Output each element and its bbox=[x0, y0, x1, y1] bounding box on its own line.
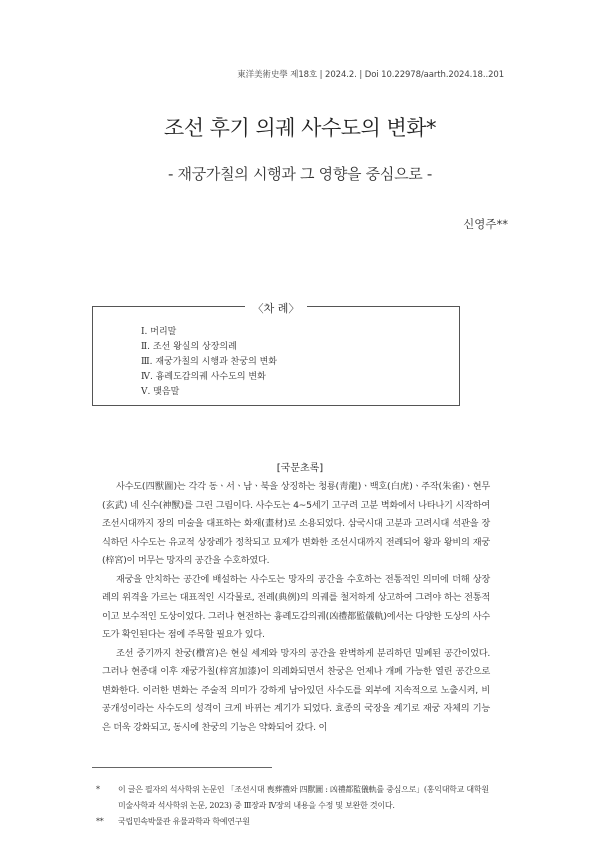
paper-title: 조선 후기 의궤 사수도의 변화* bbox=[163, 116, 437, 140]
abstract-body bbox=[102, 478, 490, 737]
journal-citation-header: 東洋美術史學 제18호 | 2024.2. | Doi 10.22978/aarth.2024.18..201 bbox=[237, 70, 504, 80]
toc-item: Ⅱ. 조선 왕실의 상장의례 bbox=[141, 342, 237, 352]
footnote bbox=[96, 782, 496, 814]
table-of-contents-box bbox=[92, 302, 460, 406]
footnotes bbox=[96, 782, 496, 830]
author-name: 신영주** bbox=[463, 217, 508, 231]
footnote bbox=[96, 814, 496, 830]
footnote-text: 국립민속박물관 유물과학과 학예연구원 bbox=[118, 817, 250, 826]
footnote-text: 이 글은 필자의 석사학위 논문인 「조선시대 喪葬禮와 四獸圖 : 凶禮都監儀軌를 중심으로」(홍익대학교 대학원 미술사학과 석사학위 논문, 2023) 중 Ⅲ장과 Ⅳ장의 내용을 수정 및 보완한 것이다. bbox=[118, 785, 489, 810]
toc-item: Ⅰ. 머리말 bbox=[141, 327, 177, 337]
toc-item: Ⅳ. 흉례도감의궤 사수도의 변화 bbox=[141, 372, 266, 382]
paper-subtitle: - 재궁가칠의 시행과 그 영향을 중심으로 - bbox=[167, 165, 433, 183]
footnote-mark: ** bbox=[96, 817, 104, 826]
toc-list bbox=[141, 325, 277, 400]
toc-item: Ⅴ. 맺음말 bbox=[141, 387, 180, 397]
abstract-paragraph: 재궁을 안치하는 공간에 배설하는 사수도는 망자의 공간을 수호하는 전통적인 의미에 더해 상장례의 위격을 가르는 대표적인 시각물로, 전례(典例)의 의궤를 철저하게 상고하여 그려야 하는 전통적이고 보수적인 도상이었다. 그러나 현전하는 흉례도감의궤(凶禮都監儀軌)에서는 다양한 도상의 사수도가 확인된다는 점에 주목할 필요가 있다. bbox=[102, 573, 490, 640]
footnote-divider bbox=[92, 767, 272, 768]
abstract-paragraph: 조선 중기까지 찬궁(欑宮)은 현실 세계와 망자의 공간을 완벽하게 분리하던 밀폐된 공간이었다. 그러나 현종대 이후 재궁가칠(梓宮加漆)이 의례화되면서 찬궁은 언제나 개폐 가능한 열린 공간으로 변화한다. 이러한 변화는 주술적 의미가 강하게 남아있던 사수도를 외부에 지속적으로 노출시켜, 비공개성이라는 사수도의 성격이 크게 바뀌는 계기가 되었다. 효종의 국장을 계기로 재궁 자체의 기능은 더욱 강화되고, 동시에 찬궁의 기능은 약화되어 갔다. 이 bbox=[102, 647, 490, 733]
abstract-title: [국문초록] bbox=[276, 463, 324, 474]
footnote-mark: * bbox=[96, 785, 100, 794]
toc-title: 〈차 례〉 bbox=[93, 297, 459, 316]
toc-item: Ⅲ. 재궁가칠의 시행과 찬궁의 변화 bbox=[141, 357, 278, 367]
abstract-paragraph: 사수도(四獸圖)는 각각 동ㆍ서ㆍ남ㆍ북을 상징하는 청룡(靑龍)ㆍ백호(白虎)ㆍ주작(朱雀)ㆍ현무(玄武) 네 신수(神獸)를 그린 그림이다. 사수도는 4~5세기 고구려 고분 벽화에서 나타나기 시작하여 조선시대까지 장의 미술을 대표하는 화재(畫材)로 소용되었다. 삼국시대 고분과 고려시대 석관을 장식하던 사수도는 유교적 상장례가 정착되고 묘제가 변화한 조선시대까지 전례되어 왕과 왕비의 재궁(梓宮)이 머무는 망자의 공간을 수호하였다. bbox=[102, 481, 490, 566]
